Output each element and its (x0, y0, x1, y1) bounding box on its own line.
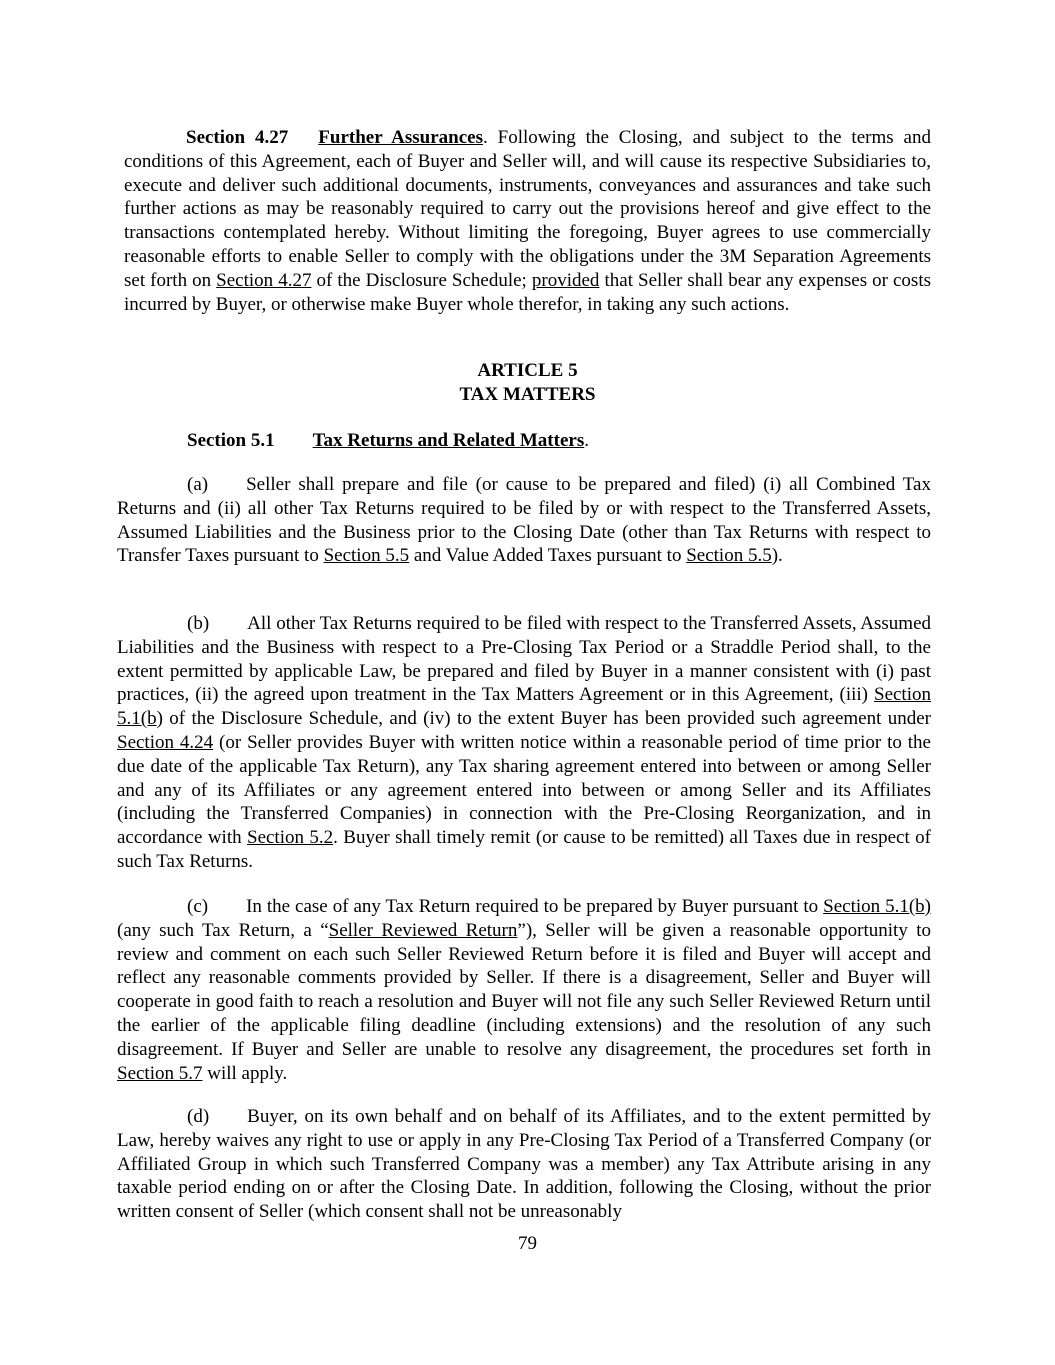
paragraph-c-text-2: (any such Tax Return, a “ (117, 919, 329, 941)
section-4-27-number: Section 4.27 (186, 127, 289, 148)
paragraph-a-ref-1: Section 5.5 (323, 545, 410, 567)
paragraph-d-label: (d) (187, 1106, 210, 1127)
paragraph-c-text-1: In the case of any Tax Return required to be prepared by Buyer pursuant to (246, 896, 824, 917)
paragraph-a-text-3: ). (771, 545, 783, 567)
article-heading: ARTICLE 5 (477, 360, 578, 381)
paragraph-a-ref-2: Section 5.5 (686, 545, 772, 567)
paragraph-b-text-1: All other Tax Returns required to be filed with respect to the Transferred Assets, Assumed Liabilities and the Business with respect to a Pre-Closing Tax Period or a Straddle Period shall, to the extent permitted by applicable Law, be prepared and filed by Buyer in a manner consistent with (i) past practices, (ii) the agreed upon treatment in the Tax Matters Agreement or in this Agreement, (iii) (117, 613, 931, 706)
paragraph-c-ref-1: Section 5.1(b) (823, 896, 931, 917)
paragraph-b (117, 612, 931, 874)
paragraph-b-ref-3: Section 5.2 (247, 827, 334, 849)
paragraph-a-text-2: and Value Added Taxes pursuant to (409, 545, 687, 567)
paragraph-a (117, 473, 931, 568)
paragraph-b-ref-1: Section 5.1(b (117, 684, 931, 730)
paragraph-b-text-4: . Buyer shall timely remit (or cause to be remitted) all Taxes due in respect of such Tax Returns. (117, 827, 931, 872)
paragraph-c-text-4: will apply. (202, 1062, 288, 1084)
paragraph-b-text-3: (or Seller provides Buyer with written notice within a reasonable period of time prior to the due date of the applicable Tax Return), any Tax sharing agreement entered into between or among Seller and any of its Affiliates or any agreement entered into between or among Seller and its Affiliates (including the Transferred Companies) in connection with the Pre-Closing Reorganization, and in accordance with (117, 731, 931, 849)
paragraph-b-text-2: ) of the Disclosure Schedule, and (iv) to the extent Buyer has been provided such agreement under (156, 708, 931, 730)
provided-term: provided (531, 269, 600, 291)
paragraph-b-label: (b) (187, 613, 210, 634)
paragraph-c-label: (c) (187, 896, 209, 917)
section-4-27-title: Further Assurances (318, 127, 483, 148)
section-4-27-text-2: of the Disclosure Schedule; (311, 269, 532, 291)
section-4-27-text-3: that Seller shall bear any expenses or costs incurred by Buyer, or otherwise make Buyer whole therefor, in taking any such actions. (124, 269, 931, 315)
section-4-27-ref: Section 4.27 (216, 269, 312, 291)
section-4-27-paragraph (124, 126, 931, 316)
section-5-1-heading (187, 429, 589, 453)
section-5-1-number: Section 5.1 (187, 430, 275, 451)
paragraph-c-text-3: ”), Seller will be given a reasonable opportunity to review and comment on each such Seller Reviewed Return before it is filed and Buyer will accept and reflect any reasonable comments provided by Seller. If there is a disagreement, Seller and Buyer will cooperate in good faith to reach a resolution and Buyer will not file any such Seller Reviewed Return until the earlier of the applicable filing deadline (including extensions) and the resolution of any such disagreement. If Buyer and Seller are unable to resolve any disagreement, the procedures set forth in (117, 919, 931, 1060)
paragraph-d-text-1: Buyer, on its own behalf and on behalf of its Affiliates, and to the extent permitted by Law, hereby waives any right to use or apply in any Pre-Closing Tax Period of a Transferred Company (or Affiliated Group in which such Transferred Company was a member) any Tax Attribute arising in any taxable period ending on or after the Closing Date. In addition, following the Closing, without the prior written consent of Seller (which consent shall not be unreasonably (117, 1106, 931, 1223)
section-5-1-title: Tax Returns and Related Matters (312, 430, 585, 451)
paragraph-c-ref-2: Section 5.7 (117, 1062, 203, 1084)
paragraph-b-ref-2: Section 4.24 (117, 731, 214, 753)
paragraph-a-label: (a) (187, 474, 209, 495)
seller-reviewed-return-term: Seller Reviewed Return (328, 919, 518, 941)
paragraph-c (117, 895, 931, 1085)
paragraph-a-text-1: Seller shall prepare and file (or cause to be prepared and filed) (i) all Combined Tax Returns and (ii) all other Tax Returns required to be filed by or with respect to the Transferred Assets, Assumed Liabilities and the Business prior to the Closing Date (other than Tax Returns with respect to Transfer Taxes pursuant to (117, 474, 931, 567)
article-title: TAX MATTERS (459, 384, 596, 405)
section-4-27-text-1: . Following the Closing, and subject to the terms and conditions of this Agreement, each of Buyer and Seller will, and will cause its respective Subsidiaries to, execute and deliver such additional documents, instruments, conveyances and assurances and take such further actions as may be reasonably required to carry out the provisions hereof and give effect to the transactions contemplated hereby. Without limiting the foregoing, Buyer agrees to use commercially reasonable efforts to enable Seller to comply with the obligations under the 3M Separation Agreements set forth on (124, 127, 931, 291)
page-number: 79 (518, 1233, 537, 1254)
section-5-1-period: . (584, 430, 589, 451)
paragraph-d (117, 1105, 931, 1224)
